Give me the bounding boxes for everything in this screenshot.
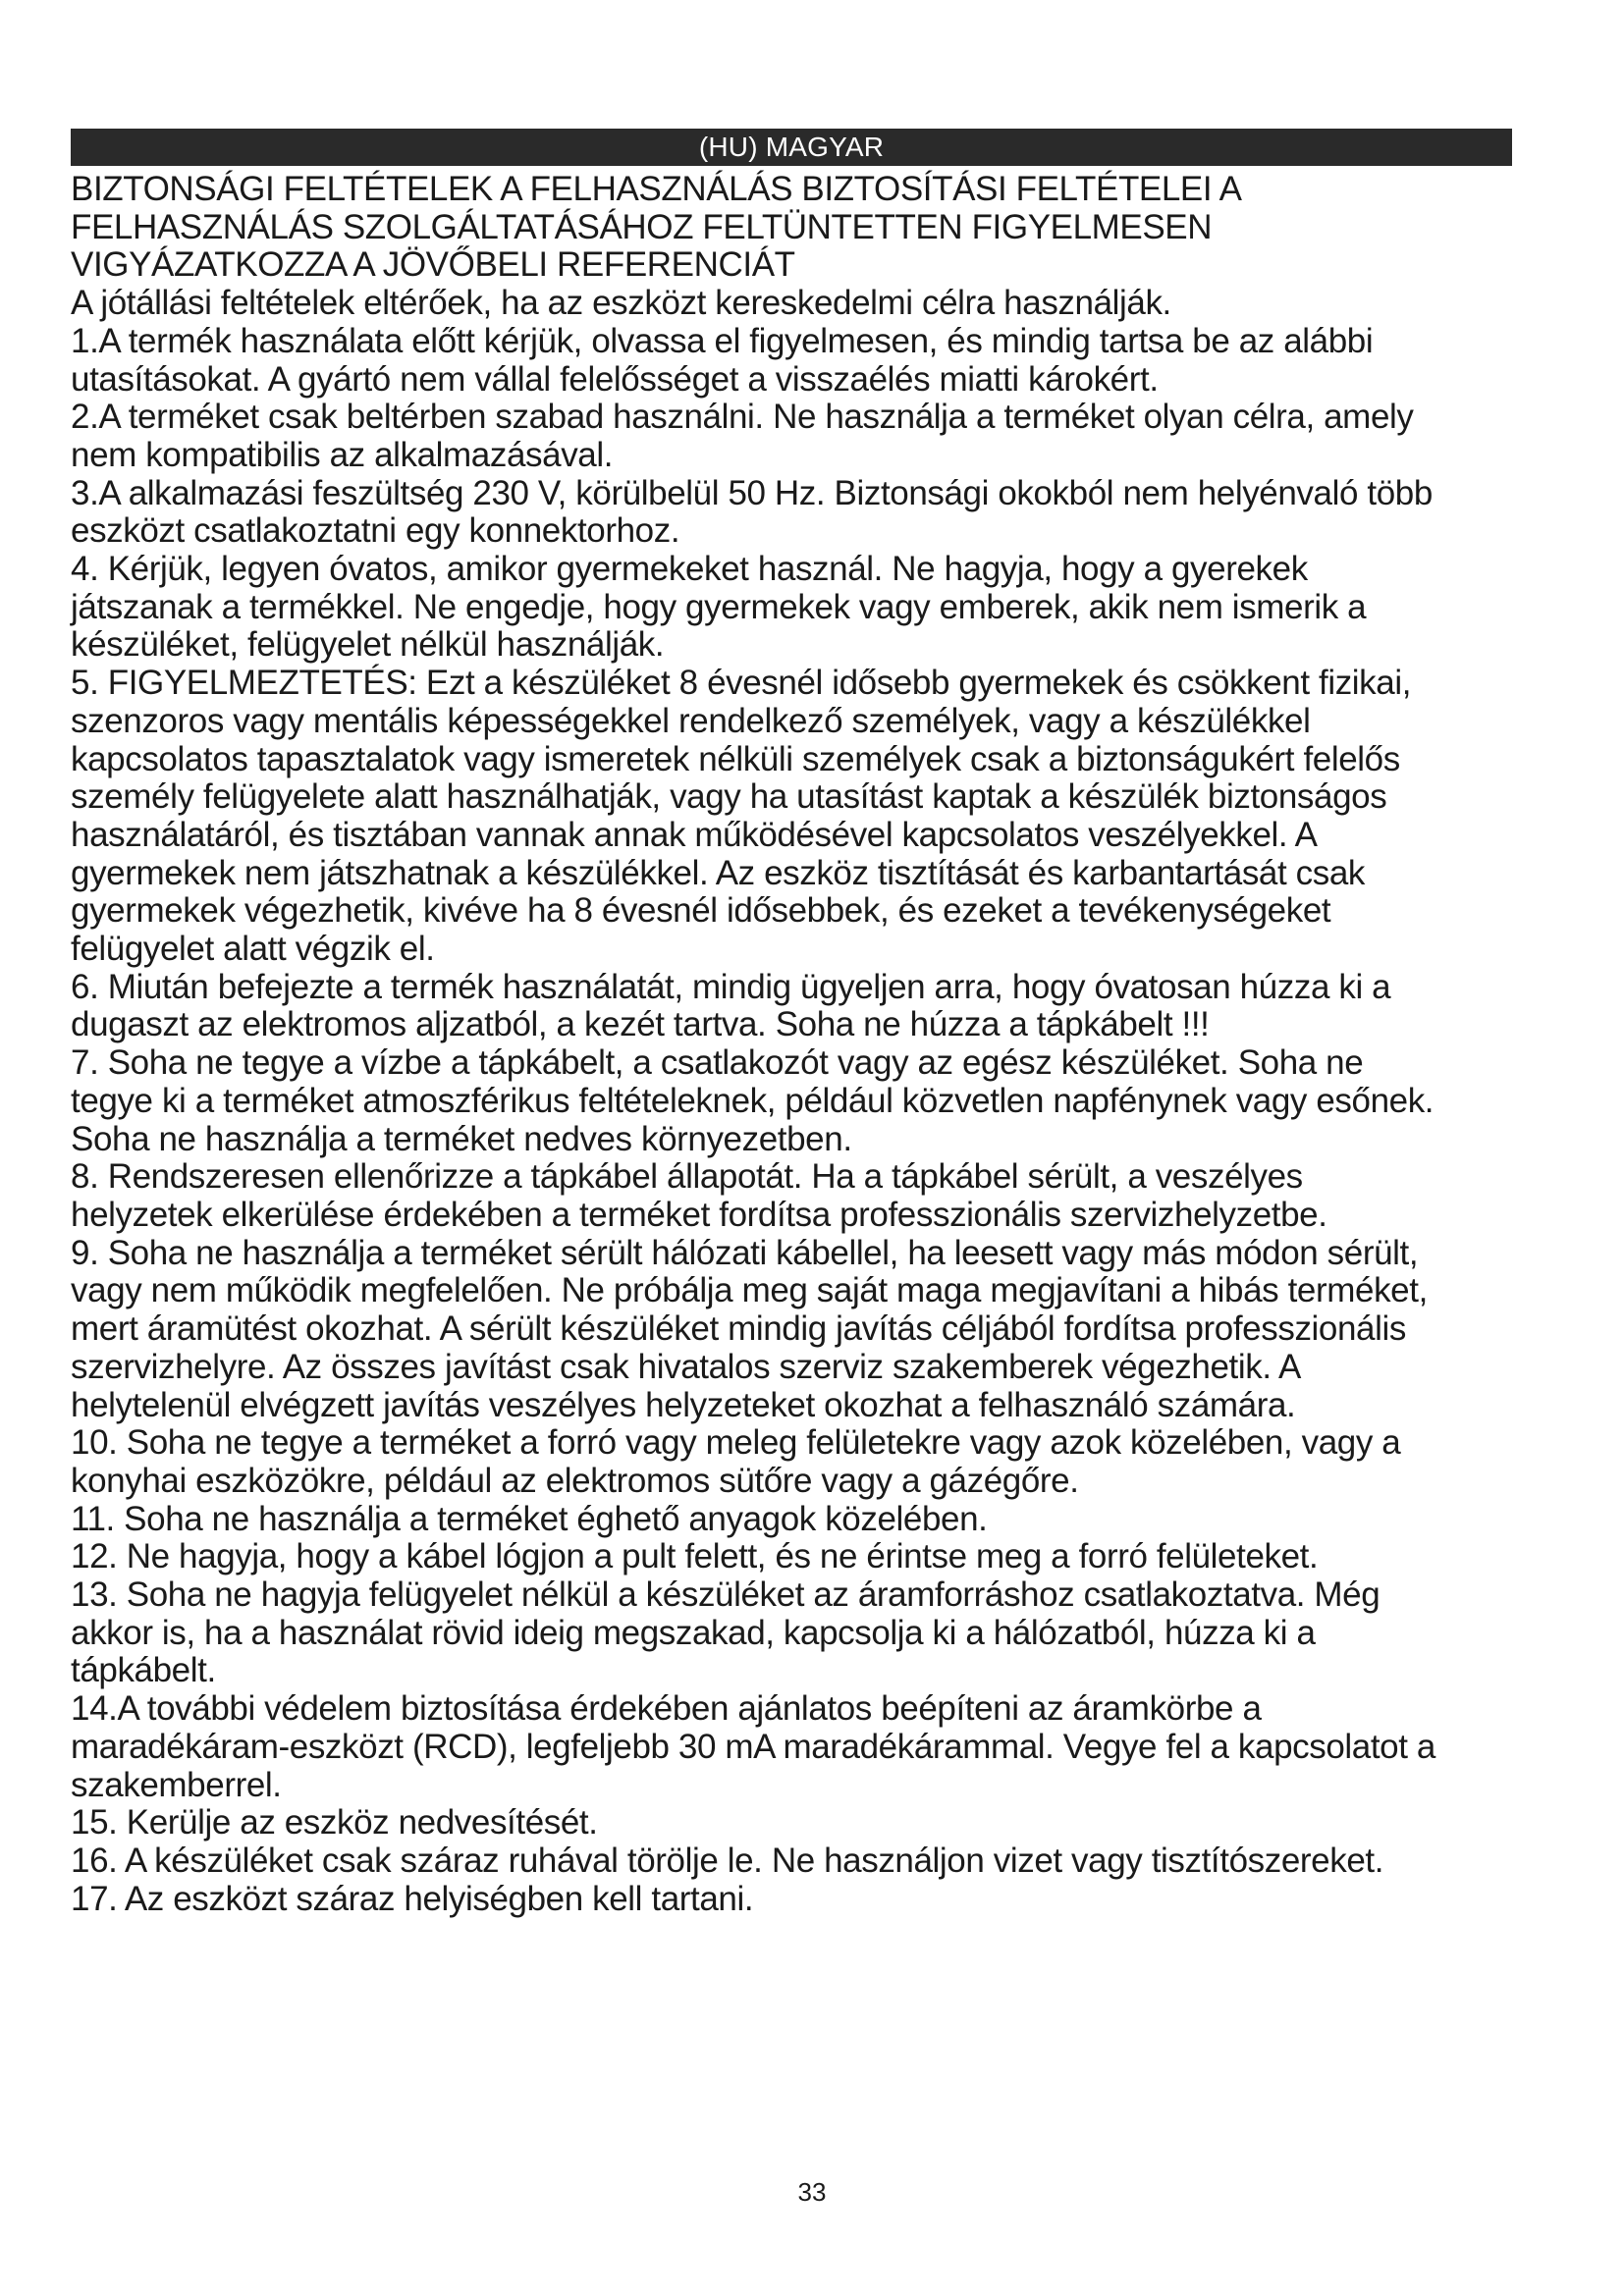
text-line: vagy nem működik megfelelően. Ne próbálja meg saját maga megjavítani a hibás terméket, <box>71 1271 1428 1310</box>
text-line: mert áramütést okozhat. A sérült készüléket mindig javítás céljából fordítsa professzionális <box>71 1309 1406 1349</box>
title-line: BIZTONSÁGI FELTÉTELEK A FELHASZNÁLÁS BIZTOSÍTÁSI FELTÉTELEI A <box>71 170 1242 208</box>
text-line: szenzoros vagy mentális képességekkel rendelkező személyek, vagy a készülékkel <box>71 701 1311 740</box>
text-line: 10. Soha ne tegye a terméket a forró vagy meleg felületekre vagy azok közelében, vagy a <box>71 1423 1401 1463</box>
text-line: 7. Soha ne tegye a vízbe a tápkábelt, a csatlakozót vagy az egész készüléket. Soha ne <box>71 1043 1364 1083</box>
text-line: 3.A alkalmazási feszültség 230 V, körülbelül 50 Hz. Biztonsági okokból nem helyénvaló több <box>71 473 1433 512</box>
text-line: 5. FIGYELMEZTETÉS: Ezt a készüléket 8 évesnél idősebb gyermekek és csökkent fizikai, <box>71 664 1412 703</box>
language-label: (HU) MAGYAR <box>698 132 885 162</box>
text-line: 14.A további védelem biztosítása érdekében ajánlatos beépíteni az áramkörbe a <box>71 1689 1262 1729</box>
text-line: tegye ki a terméket atmoszférikus feltételeknek, például közvetlen napfénynek vagy esőnek. <box>71 1081 1435 1120</box>
text-line: 9. Soha ne használja a terméket sérült hálózati kábellel, ha leesett vagy más módon sérült, <box>71 1233 1419 1272</box>
text-line: Soha ne használja a terméket nedves környezetben. <box>71 1119 852 1158</box>
text-line: 2.A terméket csak beltérben szabad használni. Ne használja a terméket olyan célra, amely <box>71 398 1414 437</box>
text-line: 4. Kérjük, legyen óvatos, amikor gyermekeket használ. Ne hagyja, hogy a gyerekek <box>71 550 1308 589</box>
text-line: A jótállási feltételek eltérőek, ha az eszközt kereskedelmi célra használják. <box>71 284 1171 323</box>
safety-title <box>71 171 1543 285</box>
text-line: szervizhelyre. Az összes javítást csak hivatalos szerviz szakemberek végezhetik. A <box>71 1347 1301 1386</box>
text-line: felügyelet alatt végzik el. <box>71 930 435 969</box>
text-line: nem kompatibilis az alkalmazásával. <box>71 435 614 474</box>
text-line: maradékáram-eszközt (RCD), legfeljebb 30 mA maradékárammal. Vegye fel a kapcsolatot a <box>71 1727 1435 1766</box>
text-line: 8. Rendszeresen ellenőrizze a tápkábel állapotát. Ha a tápkábel sérült, a veszélyes <box>71 1157 1303 1197</box>
text-line: használatáról, és tisztában vannak annak működésével kapcsolatos veszélyekkel. A <box>71 815 1318 854</box>
language-header-bar <box>71 129 1512 166</box>
text-line: utasításokat. A gyártó nem vállal felelősséget a visszaélés miatti károkért. <box>71 359 1159 399</box>
text-line: 17. Az eszközt száraz helyiségben kell tartani. <box>71 1879 754 1918</box>
title-line: VIGYÁZATKOZZA A JÖVŐBELI REFERENCIÁT <box>71 245 795 285</box>
text-line: 11. Soha ne használja a terméket éghető anyagok közelében. <box>71 1499 988 1538</box>
text-line: eszközt csatlakoztatni egy konnektorhoz. <box>71 511 680 551</box>
text-line: szakemberrel. <box>71 1765 282 1804</box>
text-line: 13. Soha ne hagyja felügyelet nélkül a készüléket az áramforráshoz csatlakoztatva. Még <box>71 1575 1380 1615</box>
text-line: helyzetek elkerülése érdekében a terméket fordítsa professzionális szervizhelyzetbe. <box>71 1195 1327 1234</box>
safety-text-block <box>71 171 1543 1918</box>
text-line: tápkábelt. <box>71 1651 216 1690</box>
title-line: FELHASZNÁLÁS SZOLGÁLTATÁSÁHOZ FELTÜNTETTEN FIGYELMESEN <box>71 207 1213 246</box>
safety-instructions <box>71 285 1543 1918</box>
text-line: akkor is, ha a használat rövid ideig megszakad, kapcsolja ki a hálózatból, húzza ki a <box>71 1613 1316 1652</box>
text-line: személy felügyelete alatt használhatják, vagy ha utasítást kaptak a készülék biztonságos <box>71 777 1387 817</box>
text-line: konyhai eszközökre, például az elektromos sütőre vagy a gázégőre. <box>71 1461 1079 1500</box>
text-line: gyermekek nem játszhatnak a készülékkel. Az eszköz tisztítását és karbantartását csak <box>71 853 1365 892</box>
text-line: készüléket, felügyelet nélkül használják. <box>71 625 665 665</box>
text-line: 16. A készüléket csak száraz ruhával törölje le. Ne használjon vizet vagy tisztítószereket. <box>71 1841 1384 1880</box>
text-line: játszanak a termékkel. Ne engedje, hogy gyermekek vagy emberek, akik nem ismerik a <box>71 587 1367 626</box>
text-line: kapcsolatos tapasztalatok vagy ismeretek nélküli személyek csak a biztonságukért felelős <box>71 739 1400 778</box>
text-line: 6. Miután befejezte a termék használatát, mindig ügyeljen arra, hogy óvatosan húzza ki a <box>71 967 1391 1006</box>
text-line: dugaszt az elektromos aljzatból, a kezét tartva. Soha ne húzza a tápkábelt !!! <box>71 1005 1210 1044</box>
text-line: helytelenül elvégzett javítás veszélyes helyzeteket okozhat a felhasználó számára. <box>71 1385 1296 1424</box>
text-line: 1.A termék használata előtt kérjük, olvassa el figyelmesen, és mindig tartsa be az alábbi <box>71 321 1374 360</box>
text-line: gyermekek végezhetik, kivéve ha 8 évesnél idősebbek, és ezeket a tevékenységeket <box>71 891 1331 931</box>
text-line: 15. Kerülje az eszköz nedvesítését. <box>71 1803 598 1842</box>
text-line: 12. Ne hagyja, hogy a kábel lógjon a pult felett, és ne érintse meg a forró felületeket. <box>71 1537 1319 1576</box>
page-number: 33 <box>797 2177 827 2207</box>
